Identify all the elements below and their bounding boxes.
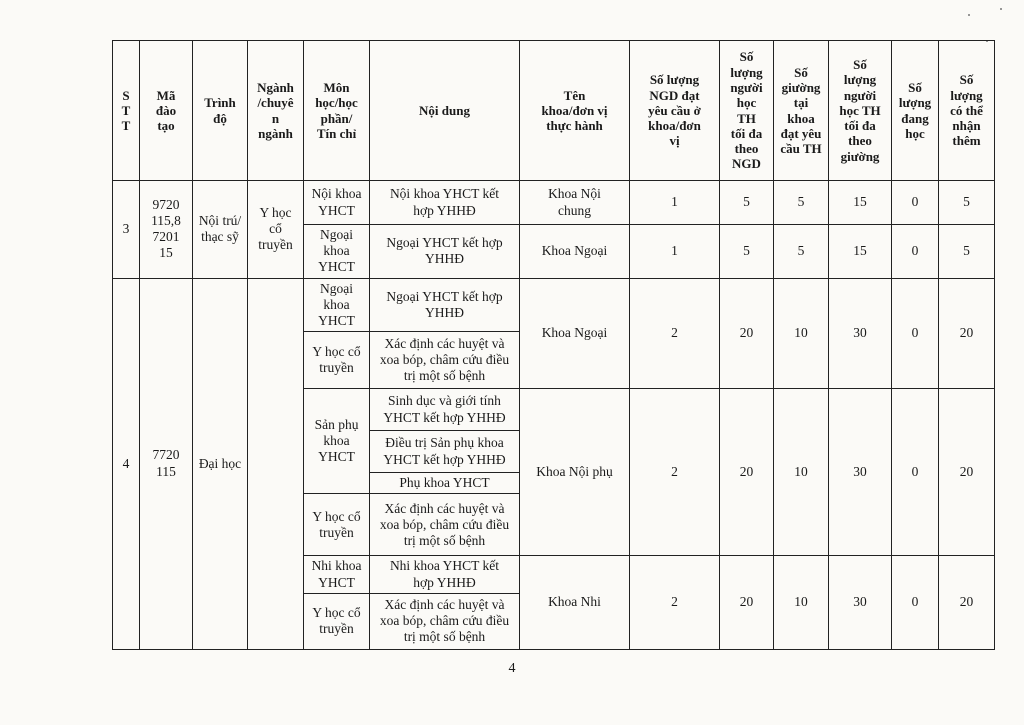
nguoi-hoc-cell: 5 bbox=[720, 225, 774, 279]
ngd-cell: 2 bbox=[630, 556, 720, 649]
noi-dung-cell: Nhi khoa YHCT kết hợp YHHĐ bbox=[370, 556, 520, 593]
giuong-cell: 10 bbox=[774, 278, 829, 389]
mon-hoc-cell: Nhi khoa YHCT bbox=[304, 556, 370, 593]
header-ma-dao-tao: Mã đào tạo bbox=[140, 41, 193, 181]
ngd-cell: 1 bbox=[630, 181, 720, 225]
header-so-giuong: Số giường tại khoa đạt yêu cầu TH bbox=[774, 41, 829, 181]
mon-hoc-cell: Y học cổ truyền bbox=[304, 332, 370, 389]
nguoi-giuong-cell: 30 bbox=[829, 556, 892, 649]
nguoi-giuong-cell: 30 bbox=[829, 278, 892, 389]
khoa-cell: Khoa Nhi bbox=[520, 556, 630, 649]
khoa-cell: Khoa Nội phụ bbox=[520, 389, 630, 556]
ngd-cell: 2 bbox=[630, 278, 720, 389]
nhan-them-cell: 5 bbox=[939, 225, 995, 279]
nguoi-hoc-cell: 20 bbox=[720, 278, 774, 389]
ngd-cell: 1 bbox=[630, 225, 720, 279]
noi-dung-cell: Điều trị Sản phụ khoa YHCT kết hợp YHHĐ bbox=[370, 431, 520, 473]
dang-hoc-cell: 0 bbox=[892, 389, 939, 556]
trinh-do-cell: Đại học bbox=[193, 278, 248, 649]
khoa-cell: Khoa Ngoại bbox=[520, 225, 630, 279]
nganh-cell bbox=[248, 278, 304, 649]
ma-dao-tao-cell: 9720 115,8 7201 15 bbox=[140, 181, 193, 279]
nguoi-giuong-cell: 30 bbox=[829, 389, 892, 556]
nguoi-hoc-cell: 5 bbox=[720, 181, 774, 225]
nguoi-hoc-cell: 20 bbox=[720, 556, 774, 649]
header-trinh-do: Trình độ bbox=[193, 41, 248, 181]
nguoi-giuong-cell: 15 bbox=[829, 181, 892, 225]
noi-dung-cell: Sinh dục và giới tính YHCT kết hợp YHHĐ bbox=[370, 389, 520, 431]
giuong-cell: 5 bbox=[774, 181, 829, 225]
dang-hoc-cell: 0 bbox=[892, 556, 939, 649]
noi-dung-cell: Xác định các huyệt và xoa bóp, châm cứu điều trị một số bệnh bbox=[370, 593, 520, 649]
noi-dung-cell: Ngoại YHCT kết hợp YHHĐ bbox=[370, 278, 520, 332]
stt-cell: 4 bbox=[113, 278, 140, 649]
giuong-cell: 10 bbox=[774, 556, 829, 649]
header-row bbox=[113, 41, 995, 181]
stt-cell: 3 bbox=[113, 181, 140, 279]
dang-hoc-cell: 0 bbox=[892, 225, 939, 279]
header-dang-hoc: Số lượng đang học bbox=[892, 41, 939, 181]
scan-speck bbox=[1000, 8, 1002, 10]
scan-speck bbox=[968, 14, 970, 16]
nhan-them-cell: 20 bbox=[939, 389, 995, 556]
giuong-cell: 10 bbox=[774, 389, 829, 556]
table-row bbox=[113, 278, 995, 332]
nhan-them-cell: 20 bbox=[939, 556, 995, 649]
header-nhan-them: Số lượng có thể nhận thêm bbox=[939, 41, 995, 181]
header-stt: S T T bbox=[113, 41, 140, 181]
dang-hoc-cell: 0 bbox=[892, 181, 939, 225]
nguoi-hoc-cell: 20 bbox=[720, 389, 774, 556]
nhan-them-cell: 20 bbox=[939, 278, 995, 389]
nguoi-giuong-cell: 15 bbox=[829, 225, 892, 279]
ngd-cell: 2 bbox=[630, 389, 720, 556]
ma-dao-tao-cell: 7720 115 bbox=[140, 278, 193, 649]
header-nguoi-hoc-theo-ngd: Số lượng người học TH tối đa theo NGD bbox=[720, 41, 774, 181]
practice-capacity-table bbox=[112, 40, 995, 650]
header-ten-khoa: Tên khoa/đơn vị thực hành bbox=[520, 41, 630, 181]
header-so-luong-ngd: Số lượng NGD đạt yêu cầu ở khoa/đơn vị bbox=[630, 41, 720, 181]
mon-hoc-cell: Ngoại khoa YHCT bbox=[304, 225, 370, 279]
khoa-cell: Khoa Ngoại bbox=[520, 278, 630, 389]
mon-hoc-cell: Sản phụ khoa YHCT bbox=[304, 389, 370, 494]
noi-dung-cell: Nội khoa YHCT kết hợp YHHĐ bbox=[370, 181, 520, 225]
giuong-cell: 5 bbox=[774, 225, 829, 279]
noi-dung-cell: Ngoại YHCT kết hợp YHHĐ bbox=[370, 225, 520, 279]
header-noi-dung: Nội dung bbox=[370, 41, 520, 181]
trinh-do-cell: Nội trú/ thạc sỹ bbox=[193, 181, 248, 279]
noi-dung-cell: Xác định các huyệt và xoa bóp, châm cứu điều trị một số bệnh bbox=[370, 332, 520, 389]
mon-hoc-cell: Ngoại khoa YHCT bbox=[304, 278, 370, 332]
header-mon-hoc: Môn học/học phần/ Tín chỉ bbox=[304, 41, 370, 181]
mon-hoc-cell: Y học cổ truyền bbox=[304, 494, 370, 556]
table-row bbox=[113, 181, 995, 225]
mon-hoc-cell: Nội khoa YHCT bbox=[304, 181, 370, 225]
header-nguoi-hoc-theo-giuong: Số lượng người học TH tối đa theo giường bbox=[829, 41, 892, 181]
noi-dung-cell: Xác định các huyệt và xoa bóp, châm cứu điều trị một số bệnh bbox=[370, 494, 520, 556]
mon-hoc-cell: Y học cổ truyền bbox=[304, 593, 370, 649]
khoa-cell: Khoa Nội chung bbox=[520, 181, 630, 225]
page-number: 4 bbox=[508, 661, 516, 676]
header-nganh: Ngành /chuyê n ngành bbox=[248, 41, 304, 181]
dang-hoc-cell: 0 bbox=[892, 278, 939, 389]
nganh-cell: Y học cổ truyền bbox=[248, 181, 304, 279]
noi-dung-cell: Phụ khoa YHCT bbox=[370, 473, 520, 494]
nhan-them-cell: 5 bbox=[939, 181, 995, 225]
